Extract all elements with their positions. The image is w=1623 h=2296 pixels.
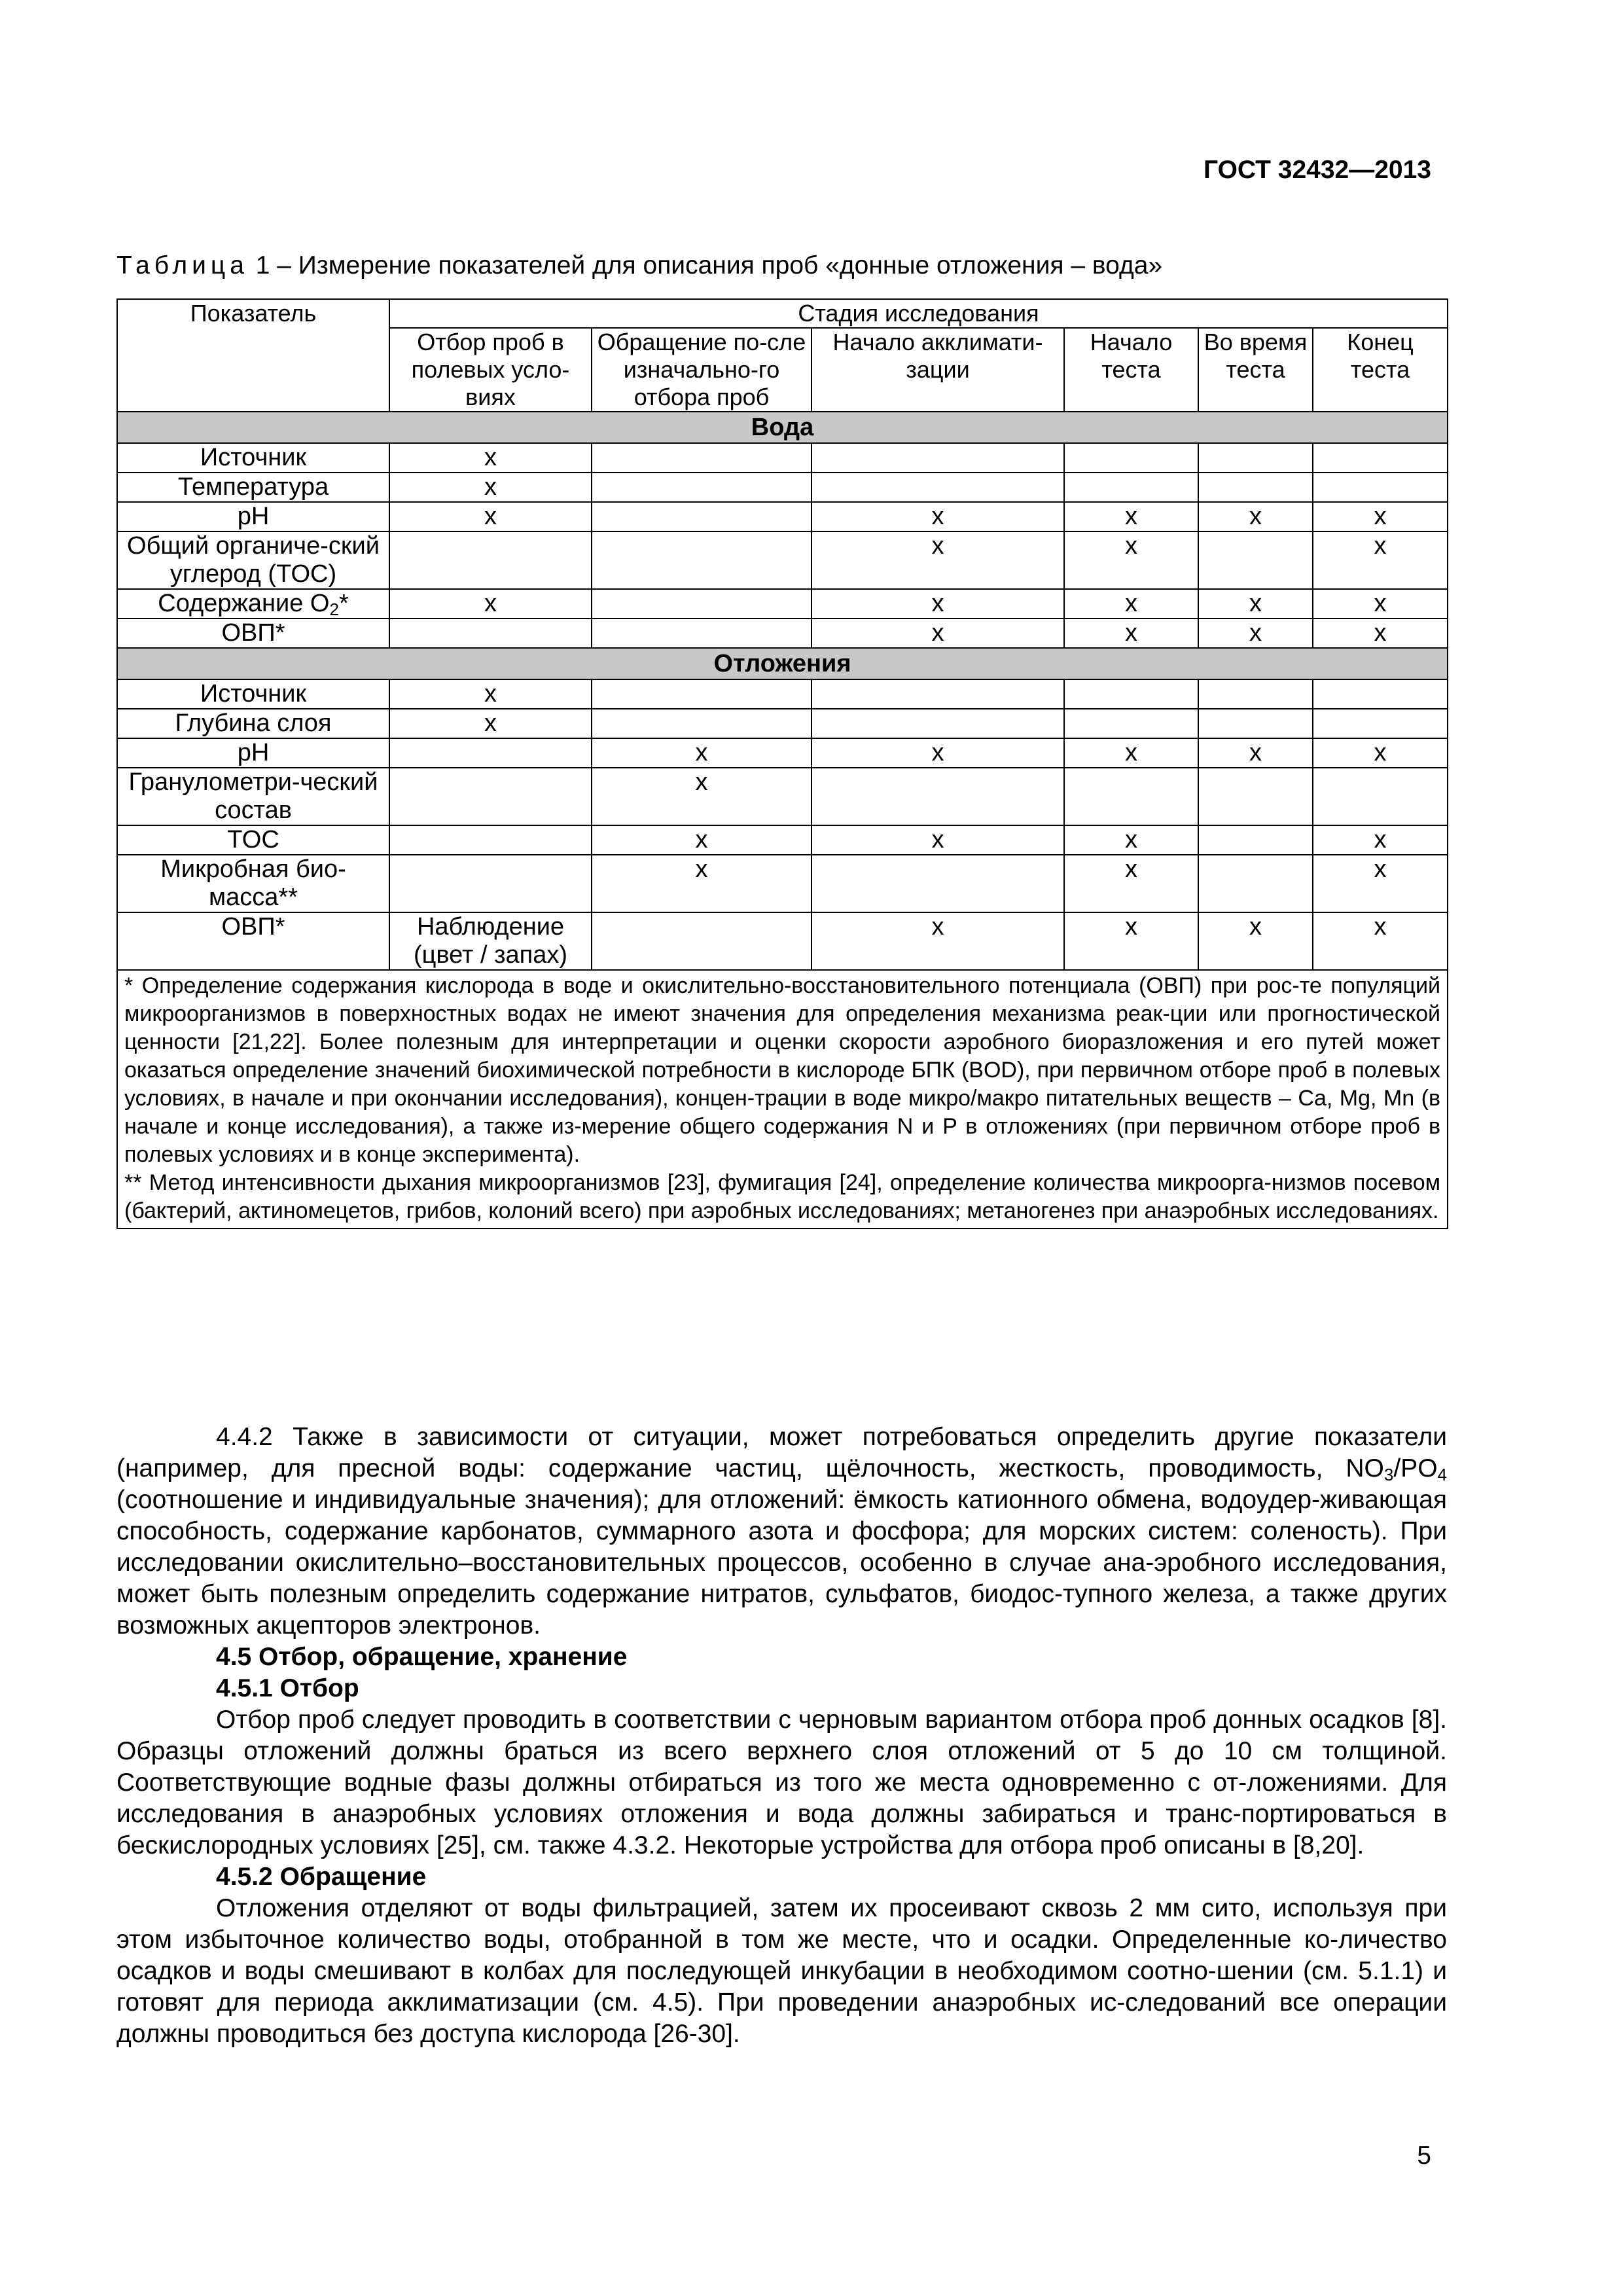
stage-cell — [1198, 768, 1313, 825]
stage-cell — [812, 679, 1064, 709]
stage-cell — [592, 531, 812, 589]
stage-cell: x — [1198, 589, 1313, 619]
stage-cell — [812, 855, 1064, 912]
body-text — [116, 1422, 1447, 2050]
table-row — [117, 679, 1448, 709]
indicator-name: Микробная био-масса** — [117, 855, 389, 912]
stage-cell — [1064, 709, 1198, 738]
stage-cell — [592, 619, 812, 648]
stage-cell — [1064, 443, 1198, 473]
footnote-biomass: ** Метод интенсивности дыхания микроорганизмов [23], фумигация [24], определение количества микроорга-низмов посевом (бактерий, актиномецетов, грибов, колоний всего) при аэробных исследованиях; метаногенез при анаэробных исследованиях. — [124, 1170, 1441, 1223]
table-row — [117, 502, 1448, 531]
indicator-name: TOC — [117, 825, 389, 855]
stage-cell: x — [389, 443, 592, 473]
stage-cell: x — [1198, 619, 1313, 648]
subscript: 2 — [329, 600, 339, 619]
paragraph-4-4-2-part-b: /PO — [1393, 1454, 1438, 1482]
table-row — [117, 825, 1448, 855]
stage-cell — [592, 912, 812, 970]
stage-cell: x — [812, 912, 1064, 970]
stage-cell: x — [1064, 738, 1198, 768]
stage-cell — [389, 855, 592, 912]
stage-cell: x — [1313, 531, 1448, 589]
stage-cell — [592, 679, 812, 709]
indicator-name: Общий органиче-ский углерод (TOC) — [117, 531, 389, 589]
stage-cell: Наблюдение (цвет / запах) — [389, 912, 592, 970]
stage-col-header: Начало теста — [1064, 328, 1198, 412]
stage-cell: x — [812, 619, 1064, 648]
stage-cell: x — [592, 855, 812, 912]
stage-cell: x — [1313, 502, 1448, 531]
stage-col-header: Во время теста — [1198, 328, 1313, 412]
table-row — [117, 531, 1448, 589]
indicator-name: Содержание $O_2*$ — [117, 589, 389, 619]
stage-cell — [389, 825, 592, 855]
stage-cell: x — [389, 473, 592, 502]
stage-cell — [1064, 768, 1198, 825]
stage-cell — [592, 589, 812, 619]
stage-cell — [812, 768, 1064, 825]
stage-cell — [592, 502, 812, 531]
stage-cell — [1198, 855, 1313, 912]
stage-cell — [389, 768, 592, 825]
stage-cell — [1198, 531, 1313, 589]
indicator-name: ОВП* — [117, 912, 389, 970]
stage-cell: x — [1198, 502, 1313, 531]
paragraph-4-4-2 — [116, 1422, 1447, 1641]
stage-cell — [1313, 709, 1448, 738]
stage-cell — [1198, 825, 1313, 855]
stage-cell: x — [812, 825, 1064, 855]
stage-cell: x — [592, 825, 812, 855]
measurement-table — [116, 298, 1448, 1229]
stage-cell: x — [1313, 855, 1448, 912]
stage-cell: x — [592, 768, 812, 825]
stage-cell — [1313, 679, 1448, 709]
stage-cell — [1313, 443, 1448, 473]
table-row — [117, 738, 1448, 768]
stage-cell: x — [1064, 619, 1198, 648]
paragraph-4-5-2: Отложения отделяют от воды фильтрацией, затем их просеивают сквозь 2 мм сито, используя при этом избыточное количество воды, отобранной в том же месте, что и осадки. Определенные ко-личество осадков и воды смешивают в колбах для последующей инкубации в необходимом соотно-шении (см. 5.1.1) и готовят для периода акклиматизации (см. 4.5). При проведении анаэробных ис-следований все операции должны проводиться без доступа кислорода [26-30]. — [116, 1894, 1447, 2048]
stage-cell: x — [389, 502, 592, 531]
paragraph-4-4-2-part-c: (соотношение и индивидуальные значения); для отложений: ёмкость катионного обмена, водоудер-живающая способность, содержание карбонатов, суммарного азота и фосфора; для морских систем: соленость). При исследовании окислительно–восстановительных процессов, особенно в случае ана-эробного исследования, может быть полезным определить содержание нитратов, сульфатов, биодос-тупного железа, а также других возможных акцепторов электронов. — [116, 1486, 1447, 1640]
stage-cell — [812, 443, 1064, 473]
stage-cell — [389, 738, 592, 768]
table-row — [117, 912, 1448, 970]
table-row — [117, 709, 1448, 738]
indicator-name: ОВП* — [117, 619, 389, 648]
table-row — [117, 855, 1448, 912]
heading-4-5-2: 4.5.2 Обращение — [216, 1863, 427, 1891]
indicator-name: pH — [117, 738, 389, 768]
stage-cell — [1198, 679, 1313, 709]
stage-cell: x — [812, 738, 1064, 768]
table-footnotes — [117, 970, 1448, 1229]
subscript: 4 — [1437, 1465, 1447, 1484]
indicator-name: Гранулометри-ческий состав — [117, 768, 389, 825]
footnote-oxygen: * Определение содержания кислорода в воде и окислительно-восстановительного потенциала (ОВП) при рос-те популяций микроорганизмов в поверхностных водах не имеют значения для определения механизма реак-ции или прогностической ценности [21,22]. Более полезным для интерпретации и оценки скорости аэробного биоразложения и его путей может оказаться определение значений биохимической потребности в кислороде БПК (BOD), при первичном отборе проб в полевых условиях, в начале и при окончании исследования), концен-трации в воде микро/макро питательных веществ – Ca, Mg, Mn (в начале и конце исследования), а также из-мерение общего содержания N и P в отложениях (при первичном отборе проб в полевых условиях и в конце эксперимента). — [124, 973, 1441, 1167]
stage-cell: x — [1064, 855, 1198, 912]
stage-cell: x — [812, 589, 1064, 619]
stage-cell: x — [1064, 502, 1198, 531]
section-row — [117, 412, 1448, 443]
subscript: 3 — [1383, 1465, 1394, 1484]
section-title: Вода — [117, 412, 1448, 443]
stage-cell: x — [1313, 738, 1448, 768]
stage-cell: x — [1313, 912, 1448, 970]
stage-cell — [1198, 709, 1313, 738]
stage-cell — [592, 709, 812, 738]
section-title: Отложения — [117, 648, 1448, 679]
header-indicator: Показатель — [117, 299, 389, 412]
stage-cell — [812, 473, 1064, 502]
stage-col-header: Конец теста — [1313, 328, 1448, 412]
stage-cell — [1198, 473, 1313, 502]
stage-col-header: Обращение по-сле изначально-го отбора проб — [592, 328, 812, 412]
stage-cell — [812, 709, 1064, 738]
stage-cell — [1064, 473, 1198, 502]
section-row — [117, 648, 1448, 679]
header-stage: Стадия исследования — [389, 299, 1448, 328]
stage-cell: x — [1198, 912, 1313, 970]
document-id: ГОСТ 32432—2013 — [1204, 156, 1431, 184]
heading-4-5: 4.5 Отбор, обращение, хранение — [216, 1643, 628, 1671]
stage-cell: x — [1313, 619, 1448, 648]
stage-cell — [1198, 443, 1313, 473]
table-caption — [116, 251, 1162, 280]
stage-cell — [592, 443, 812, 473]
stage-cell: x — [812, 502, 1064, 531]
page-number: 5 — [1417, 2142, 1431, 2170]
paragraph-4-5-1: Отбор проб следует проводить в соответствии с черновым вариантом отбора проб донных осадков [8]. Образцы отложений должны браться из всего верхнего слоя отложений от 5 до 10 см толщиной. Соответствующие водные фазы должны отбираться из того же места одновременно с от-ложениями. Для исследования в анаэробных условиях отложения и вода должны забираться и транс-портироваться в бескислородных условиях [25], см. также 4.3.2. Некоторые устройства для отбора проб описаны в [8,20]. — [116, 1706, 1447, 1859]
stage-cell — [389, 531, 592, 589]
stage-col-header: Начало акклимати-зации — [812, 328, 1064, 412]
table-row — [117, 443, 1448, 473]
table-row — [117, 619, 1448, 648]
heading-4-5-1: 4.5.1 Отбор — [216, 1674, 359, 1702]
table-row — [117, 589, 1448, 619]
stage-cell: x — [389, 709, 592, 738]
indicator-name: Источник — [117, 443, 389, 473]
stage-cell — [1313, 473, 1448, 502]
stage-cell — [389, 619, 592, 648]
stage-cell: x — [1064, 589, 1198, 619]
stage-cell: x — [812, 531, 1064, 589]
table-body — [117, 412, 1448, 970]
stage-cell — [1313, 768, 1448, 825]
table-caption-text: 1 – Измерение показателей для описания проб «донные отложения – вода» — [248, 251, 1163, 279]
indicator-name: Источник — [117, 679, 389, 709]
indicator-name: Температура — [117, 473, 389, 502]
stage-cell: x — [389, 679, 592, 709]
stage-cell: x — [592, 738, 812, 768]
stage-cell: x — [1064, 531, 1198, 589]
stage-cell: x — [1064, 825, 1198, 855]
stage-cell — [592, 473, 812, 502]
stage-cell: x — [389, 589, 592, 619]
stage-cell — [1064, 679, 1198, 709]
indicator-name: pH — [117, 502, 389, 531]
stage-cell: x — [1064, 912, 1198, 970]
table-row — [117, 768, 1448, 825]
table-caption-label: Таблица — [116, 251, 249, 279]
stage-col-header: Отбор проб в полевых усло-виях — [389, 328, 592, 412]
stage-cell: x — [1198, 738, 1313, 768]
paragraph-4-4-2-part-a: 4.4.2 Также в зависимости от ситуации, может потребоваться определить другие показатели (например, для пресной воды: содержание частиц, щёлочность, жесткость, проводимость, NO — [116, 1423, 1447, 1482]
table-row — [117, 473, 1448, 502]
stage-cell: x — [1313, 825, 1448, 855]
stage-cell: x — [1313, 589, 1448, 619]
indicator-name: Глубина слоя — [117, 709, 389, 738]
